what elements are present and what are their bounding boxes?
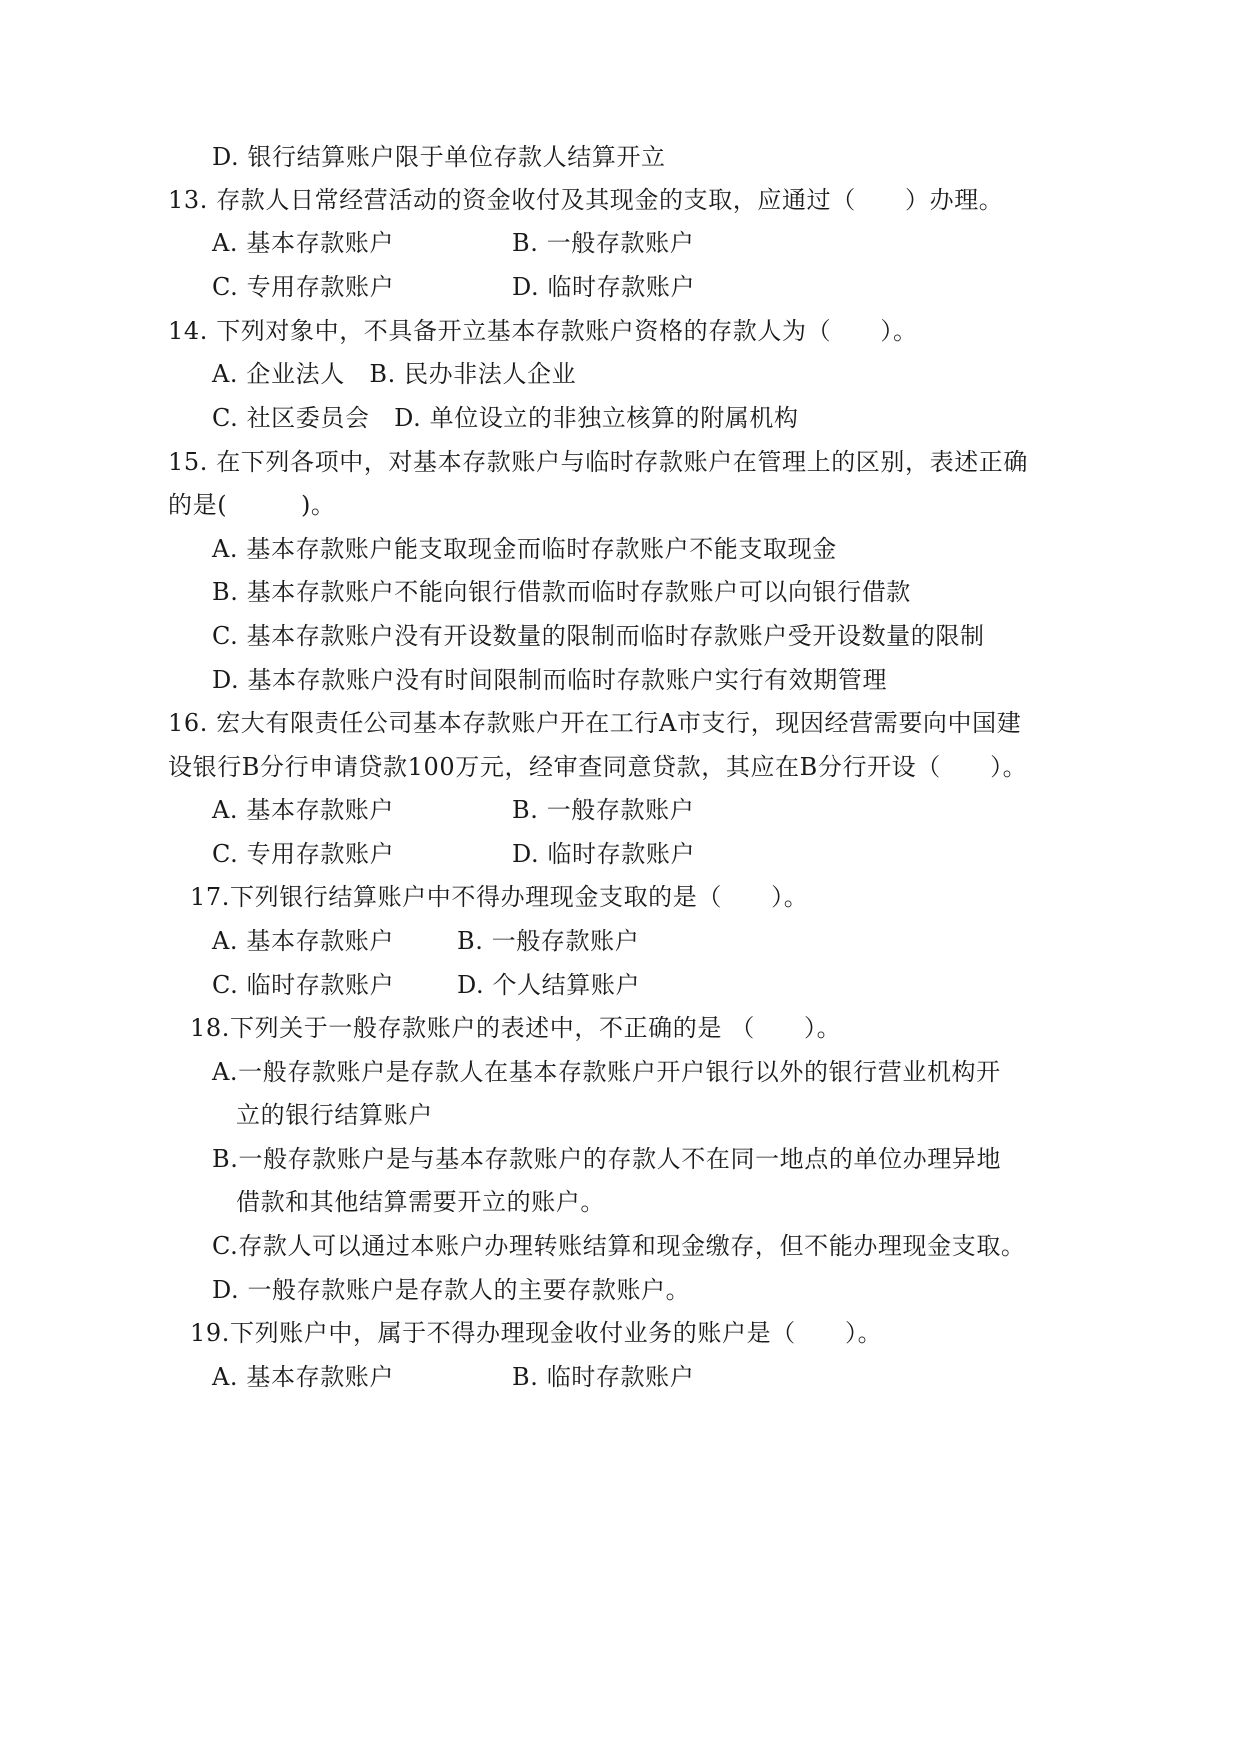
- q13-option-c: C. 专用存款账户: [212, 273, 395, 301]
- q15-option-b: B. 基本存款账户不能向银行借款而临时存款账户可以向银行借款: [212, 578, 911, 606]
- q17-option-b: B. 一般存款账户: [457, 927, 640, 955]
- q14-options-cd: C. 社区委员会 D. 单位设立的非独立核算的附属机构: [212, 404, 799, 432]
- q19-option-b: B. 临时存款账户: [512, 1363, 695, 1391]
- q16-option-c: C. 专用存款账户: [212, 840, 395, 868]
- q15-option-d: D. 基本存款账户没有时间限制而临时存款账户实行有效期管理: [212, 666, 888, 694]
- q16-stem-line1: 16. 宏大有限责任公司基本存款账户开在工行A市支行，现因经营需要向中国建: [168, 709, 1022, 737]
- q13-option-b: B. 一般存款账户: [512, 229, 695, 257]
- q17-option-c: C. 临时存款账户: [212, 971, 395, 999]
- q16-option-a: A. 基本存款账户: [212, 796, 394, 824]
- q12-option-d: D. 银行结算账户限于单位存款人结算开立: [212, 143, 666, 171]
- q18-option-a-line1: A.一般存款账户是存款人在基本存款账户开户银行以外的银行营业机构开: [212, 1058, 1001, 1086]
- q15-stem-line1: 15. 在下列各项中，对基本存款账户与临时存款账户在管理上的区别，表述正确: [168, 448, 1028, 476]
- q17-option-a: A. 基本存款账户: [212, 927, 394, 955]
- q18-stem: 18.下列关于一般存款账户的表述中，不正确的是 （ ）。: [190, 1014, 842, 1042]
- q18-option-b-line2: 借款和其他结算需要开立的账户。: [236, 1188, 605, 1216]
- q13-stem: 13. 存款人日常经营活动的资金收付及其现金的支取，应通过（ ）办理。: [168, 186, 1004, 214]
- q15-option-c: C. 基本存款账户没有开设数量的限制而临时存款账户受开设数量的限制: [212, 622, 985, 650]
- q19-option-a: A. 基本存款账户: [212, 1363, 394, 1391]
- q14-options-ab: A. 企业法人 B. 民办非法人企业: [212, 360, 577, 388]
- q16-stem-line2: 设银行B分行申请贷款100万元，经审查同意贷款，其应在B分行开设（ ）。: [168, 753, 1028, 781]
- q16-option-b: B. 一般存款账户: [512, 796, 695, 824]
- q19-stem: 19.下列账户中，属于不得办理现金收付业务的账户是（ ）。: [190, 1319, 883, 1347]
- q15-option-a: A. 基本存款账户能支取现金而临时存款账户不能支取现金: [212, 535, 837, 563]
- q13-option-d: D. 临时存款账户: [512, 273, 696, 301]
- q18-option-a-line2: 立的银行结算账户: [236, 1101, 433, 1129]
- q18-option-b-line1: B.一般存款账户是与基本存款账户的存款人不在同一地点的单位办理异地: [212, 1145, 1002, 1173]
- q17-option-d: D. 个人结算账户: [457, 971, 641, 999]
- q13-option-a: A. 基本存款账户: [212, 229, 394, 257]
- q18-option-d: D. 一般存款账户是存款人的主要存款账户。: [212, 1276, 691, 1304]
- q14-stem: 14. 下列对象中，不具备开立基本存款账户资格的存款人为（ ）。: [168, 317, 918, 345]
- q18-option-c: C.存款人可以通过本账户办理转账结算和现金缴存，但不能办理现金支取。: [212, 1232, 1026, 1260]
- q17-stem: 17.下列银行结算账户中不得办理现金支取的是（ ）。: [190, 883, 809, 911]
- q15-stem-line2: 的是( )。: [168, 491, 336, 519]
- q16-option-d: D. 临时存款账户: [512, 840, 696, 868]
